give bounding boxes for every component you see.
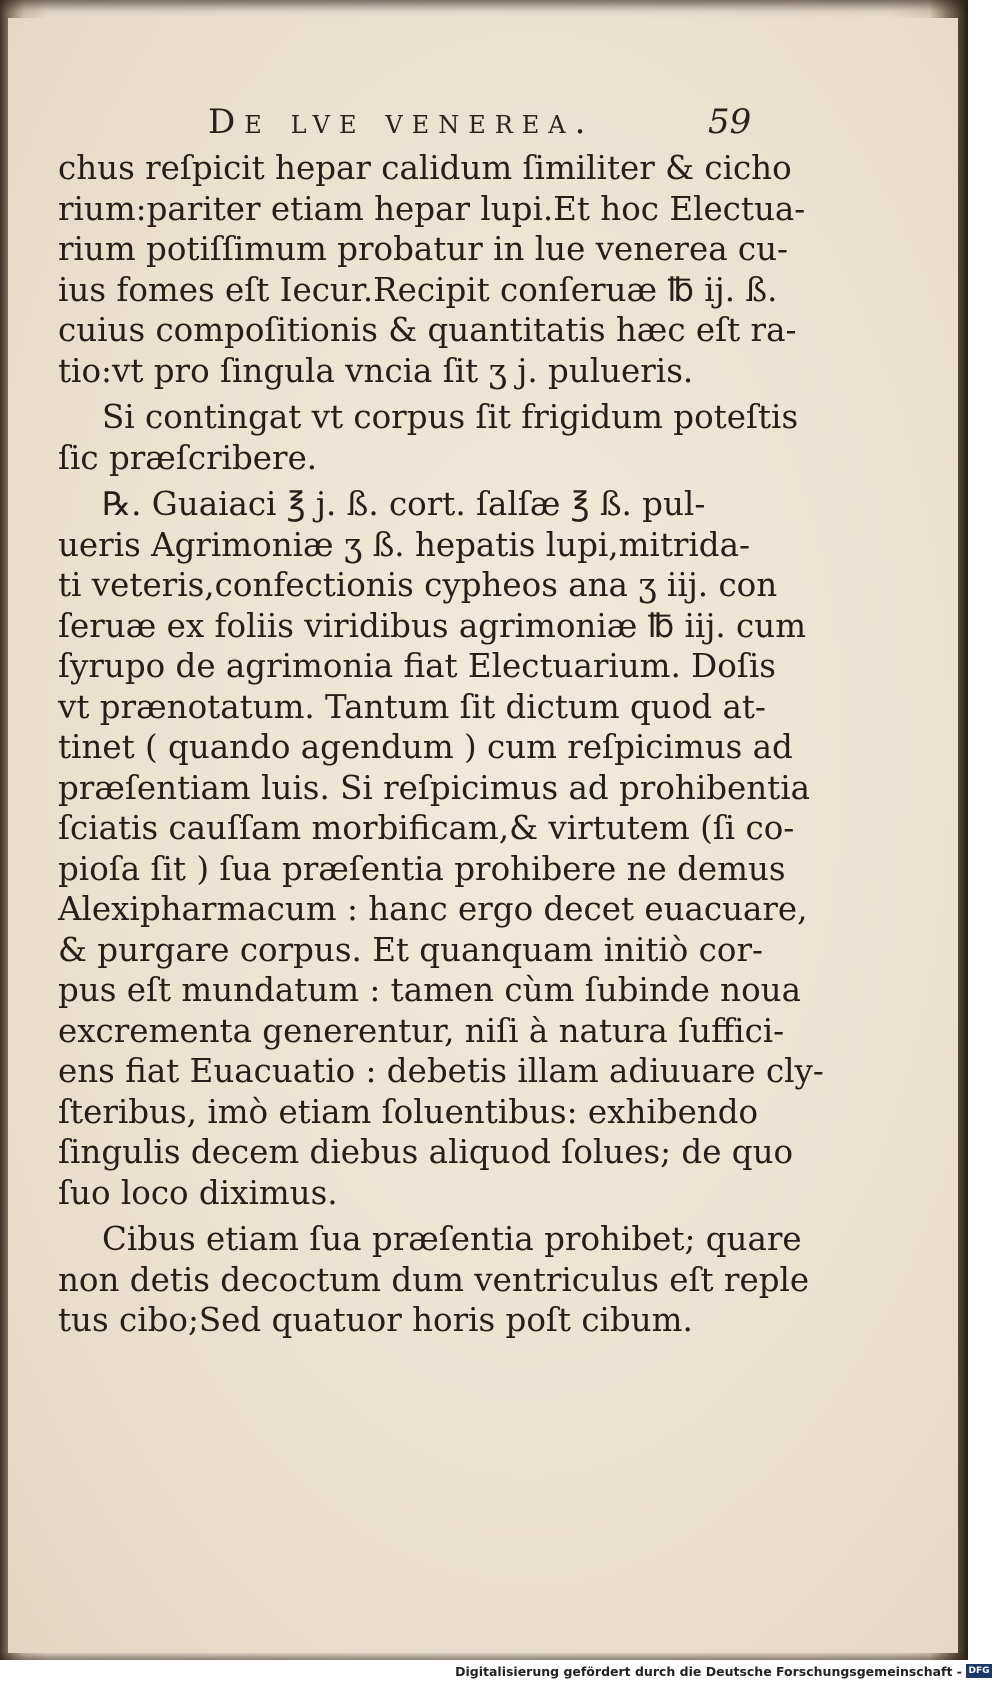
text-line: ti veteris,confectionis cypheos ana ʒ iij. con [58,566,778,604]
text-line: ſyrupo de agrimonia fiat Electuarium. Doſis [58,647,776,685]
text-line: rium potiſſimum probatur in lue venerea cu- [58,230,789,268]
text-line: tus cibo;Sed quatuor horis poſt cibum. [58,1301,693,1339]
text-line: ens fiat Euacuatio : debetis illam adiuuare cly- [58,1052,824,1090]
paragraph [58,484,824,1213]
text-line: ℞. Guaiaci ℥ j. ß. cort. ſalſæ ℥ ß. pul- [102,485,706,523]
paragraph [58,1219,810,1341]
page-number: 59 [708,102,752,142]
text-line: præſentiam luis. Si reſpicimus ad prohibentia [58,768,811,807]
text-line: rium:pariter etiam hepar lupi.Et hoc Electua- [58,189,806,228]
text-line: pioſa ſit ) ſua præſentia prohibere ne demus [58,849,786,888]
text-line: Cibus etiam ſua præſentia prohibet; quare [102,1220,802,1258]
dfg-logo: DFG [966,1664,992,1678]
text-line: excrementa generentur, niſi à natura ſuffici- [58,1011,785,1050]
text-line: tio:vt pro ſingula vncia ſit ʒ j. pulueris. [58,351,694,390]
text-line: ueris Agrimoniæ ʒ ß. hepatis lupi,mitrida- [58,525,750,564]
text-line: ſic præſcribere. [58,438,318,477]
main-text [58,148,824,1341]
text-line: ſteribus, imò etiam ſoluentibus: exhibendo [58,1092,759,1131]
funding-credit: Digitalisierung gefördert durch die Deutsche Forschungsgemeinschaft - [455,1664,962,1679]
text-line: Alexipharmacum : hanc ergo decet euacuare, [58,890,808,928]
text-line: pus eſt mundatum : tamen cùm ſubinde noua [58,971,801,1009]
text-line: chus reſpicit hepar calidum ſimiliter & cicho [58,149,792,187]
running-head: De lve venerea. [208,102,595,142]
text-line: tinet ( quando agendum ) cum reſpicimus ad [58,728,793,766]
text-line: ſeruæ ex foliis viridibus agrimoniæ ℔ iij. cum [58,606,807,645]
text-line: ſuo loco diximus. [58,1173,338,1212]
paragraph [58,148,806,391]
text-line: non detis decoctum dum ventriculus eſt reple [58,1260,810,1299]
text-line: ſingulis decem diebus aliquod ſolues; de quo [58,1133,794,1171]
text-line: Si contingat vt corpus ſit frigidum poteſtis [102,398,799,436]
text-line: cuius compoſitionis & quantitatis hæc eſt ra- [58,311,797,349]
paragraph [58,397,799,478]
text-line: & purgare corpus. Et quanquam initiò cor- [58,930,763,969]
text-line: ſciatis cauſſam morbificam,& virtutem (ſi co- [58,809,795,847]
text-line: vt prænotatum. Tantum ſit dictum quod at- [58,687,766,726]
text-line: ius fomes eſt Iecur.Recipit conſeruæ ℔ ij. ß. [58,270,778,309]
book-page [8,18,958,1653]
